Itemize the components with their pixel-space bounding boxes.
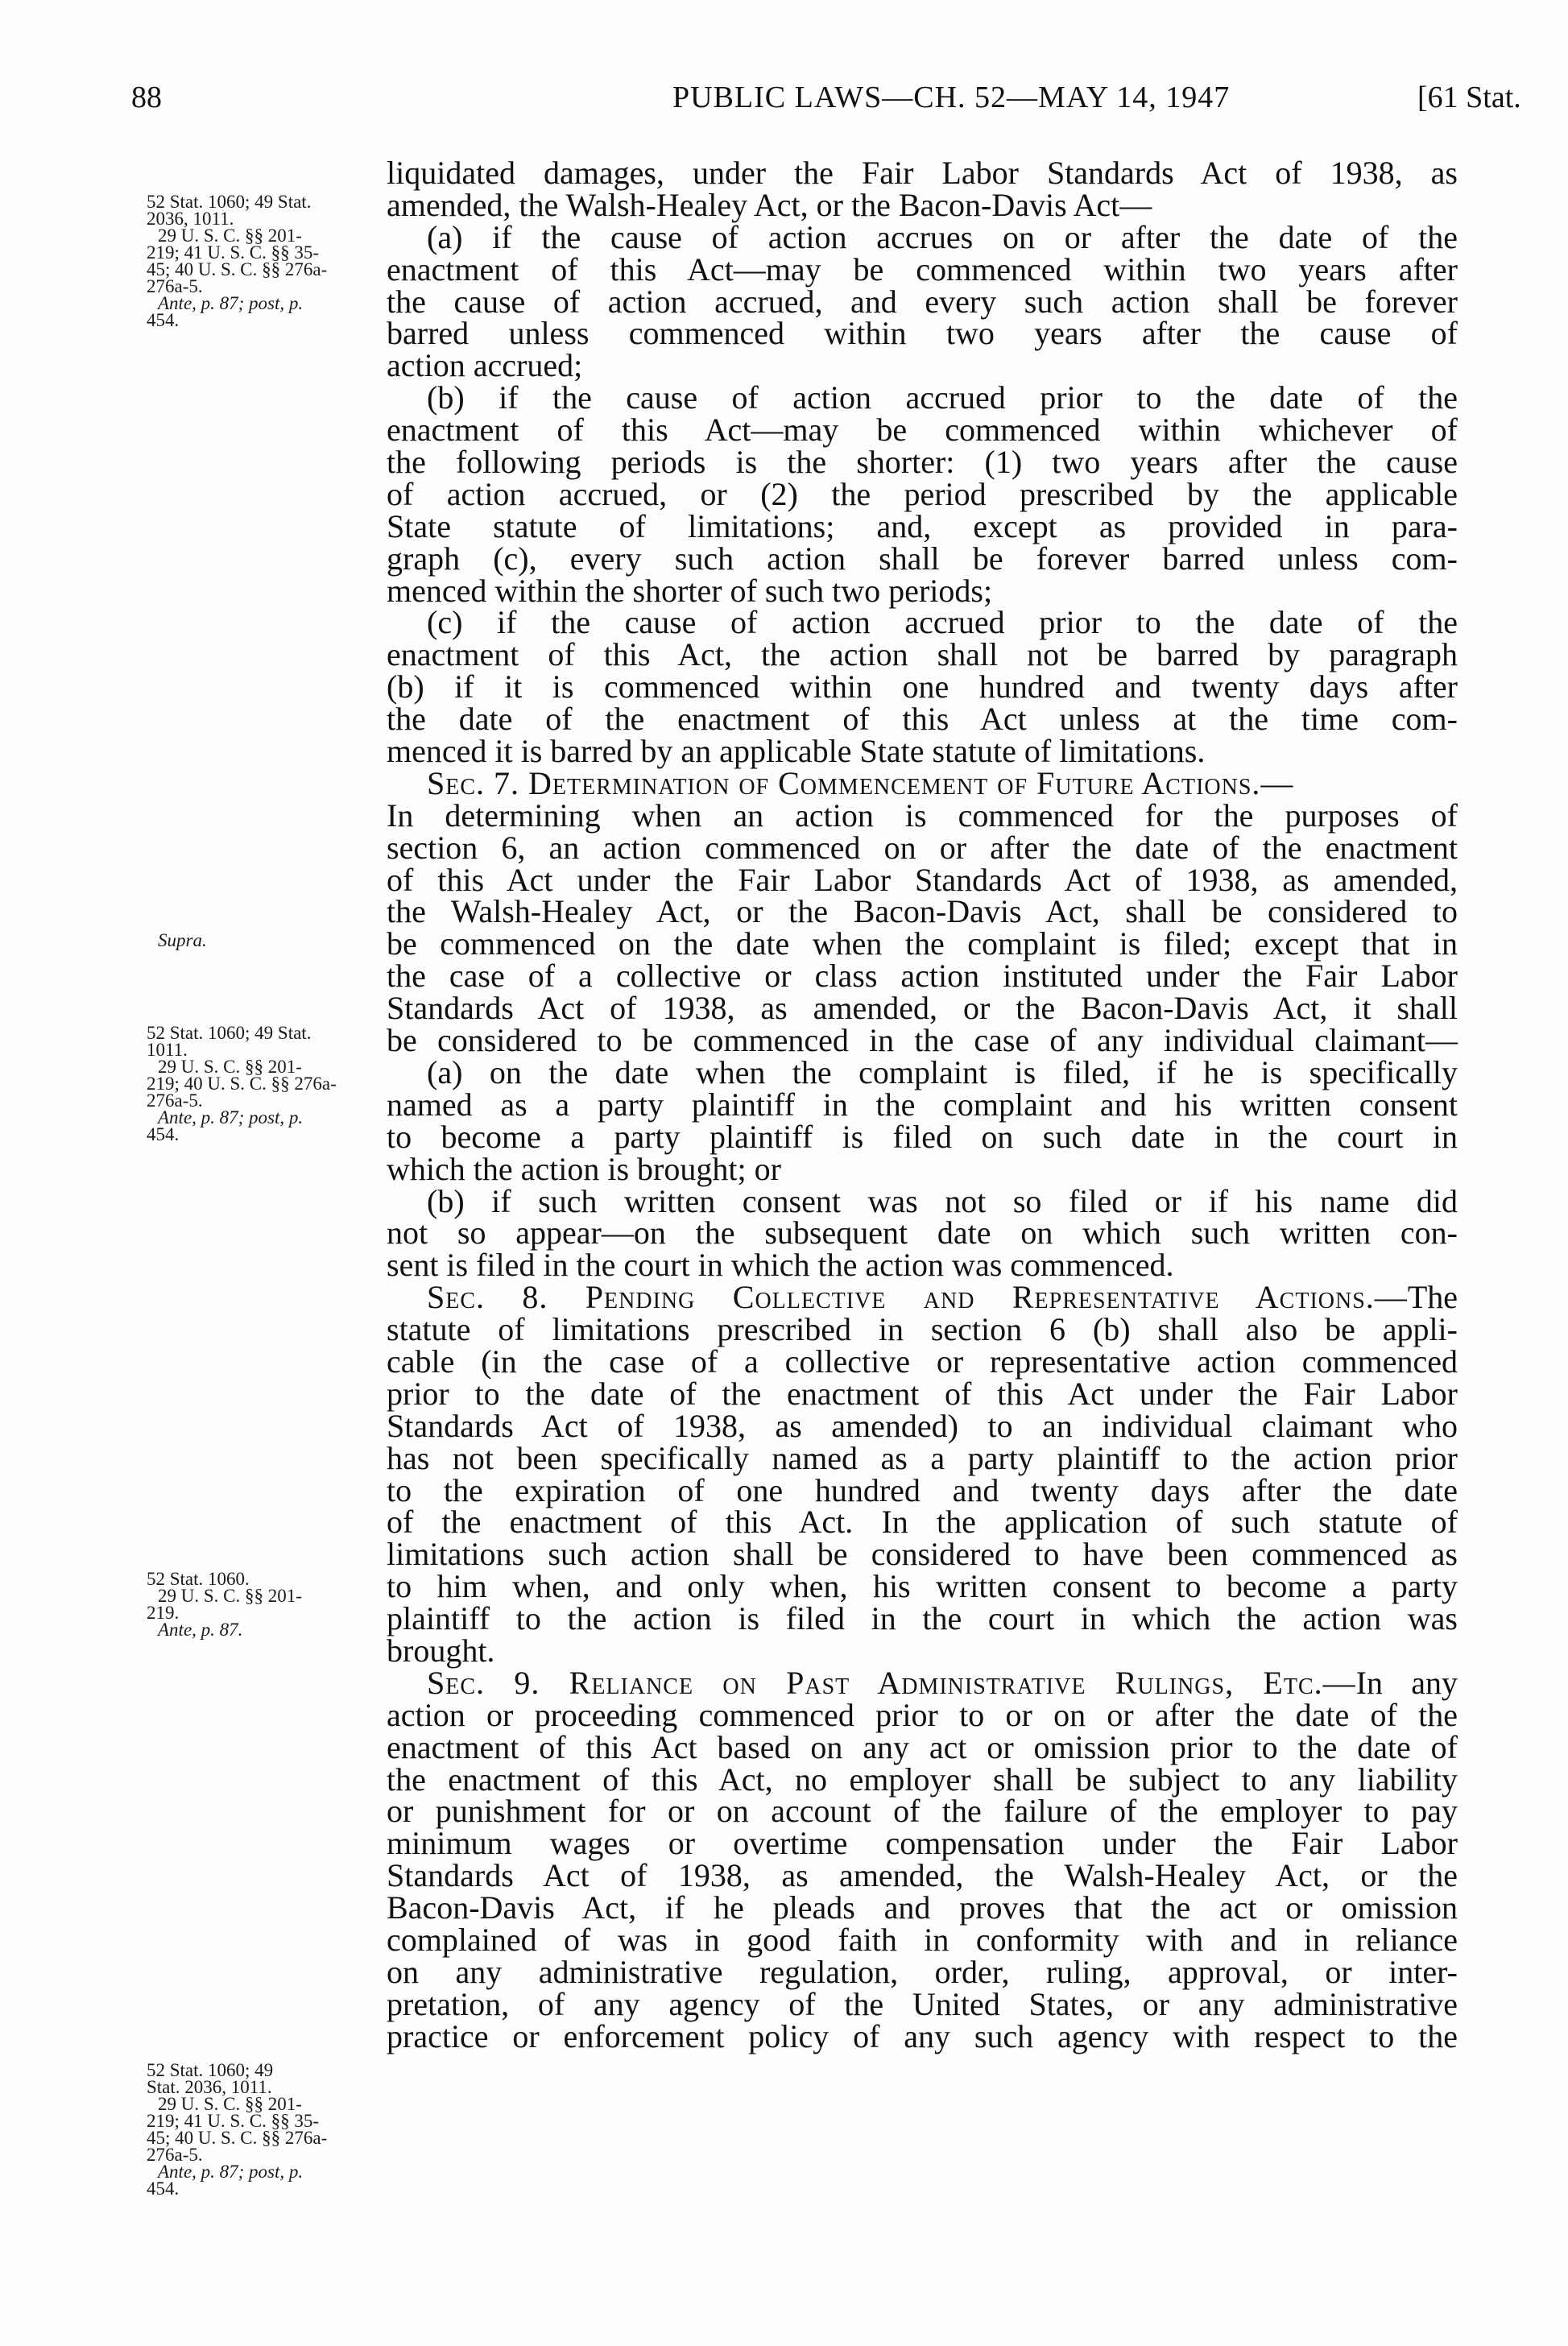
volume-reference: [61 Stat.	[1417, 81, 1521, 114]
body-line: on any administrative regulation, order, ruling, approval, or inter-	[387, 1953, 1458, 1990]
body-line: action or proceeding commenced prior to or on or after the date of the	[387, 1696, 1458, 1733]
body-line: (b) if such written consent was not so filed or if his name did	[427, 1182, 1458, 1219]
body-line: prior to the date of the enactment of this Act under the Fair Labor	[387, 1375, 1458, 1412]
body-line: the Walsh-Healey Act, or the Bacon-Davis Act, shall be considered to	[387, 893, 1458, 930]
margin-note-line: 29 U. S. C. §§ 201-	[158, 225, 302, 246]
page-number: 88	[131, 81, 162, 114]
margin-note-line: 219; 40 U. S. C. §§ 276a-	[147, 1074, 337, 1094]
body-line: brought.	[387, 1632, 495, 1669]
section-8-label: Sec. 8. Pending Collective and Representative Actions.—	[427, 1279, 1408, 1316]
margin-note-line: 276a-5.	[147, 1090, 203, 1111]
body-line: enactment of this Act based on any act or omission prior to the date of	[387, 1728, 1458, 1765]
margin-note-line: 2036, 1011.	[147, 209, 234, 229]
body-line: (a) if the cause of action accrues on or after the date of the	[427, 218, 1458, 255]
section-9-label: Sec. 9. Reliance on Past Administrative Rulings, Etc.—	[427, 1664, 1356, 1701]
body-line: amended, the Walsh-Healey Act, or the Bacon-Davis Act—	[387, 186, 1152, 223]
body-line: the enactment of this Act, no employer shall be subject to any liability	[387, 1761, 1458, 1798]
body-line: barred unless commenced within two years after the cause of	[387, 315, 1458, 352]
body-line: complained of was in good faith in conformity with and in reliance	[387, 1921, 1458, 1958]
body-line: named as a party plaintiff in the complaint and his written consent	[387, 1086, 1458, 1123]
margin-note-line: 52 Stat. 1060; 49 Stat.	[147, 192, 312, 212]
margin-note-4	[147, 1570, 408, 1638]
body-line: minimum wages or overtime compensation under the Fair Labor	[387, 1825, 1458, 1862]
margin-note-line: 454.	[147, 2178, 180, 2199]
margin-note-line: Ante, p. 87.	[158, 1620, 243, 1640]
margin-note-line: 52 Stat. 1060.	[147, 1569, 250, 1589]
body-line: limitations such action shall be considered to have been commenced as	[387, 1536, 1458, 1573]
margin-note-line: 52 Stat. 1060; 49 Stat.	[147, 1023, 312, 1043]
body-line: or punishment for or on account of the failure of the employer to pay	[387, 1793, 1458, 1830]
body-line: sent is filed in the court in which the action was commenced.	[387, 1247, 1174, 1284]
margin-note-line: 219; 41 U. S. C. §§ 35-	[147, 242, 320, 263]
body-line: enactment of this Act—may be commenced within two years after	[387, 250, 1458, 288]
body-line: In determining when an action is commenced for the purposes of	[387, 796, 1458, 834]
section-9-heading	[387, 1664, 1458, 1701]
margin-note-line: 45; 40 U. S. C. §§ 276a-	[147, 2128, 328, 2148]
body-line: (c) if the cause of action accrued prior to the date of the	[427, 604, 1458, 641]
body-line: Standards Act of 1938, as amended, or the Bacon-Davis Act, it shall	[387, 990, 1458, 1027]
body-line: of this Act under the Fair Labor Standards Act of 1938, as amended,	[387, 861, 1458, 898]
body-line: practice or enforcement policy of any such agency with respect to the	[387, 2017, 1458, 2054]
margin-note-2	[147, 932, 408, 949]
margin-note-line: Supra.	[158, 930, 207, 950]
margin-note-line: 454.	[147, 310, 180, 330]
section-8-heading	[387, 1281, 1458, 1314]
body-line: which the action is brought; or	[387, 1150, 781, 1187]
body-line: the following periods is the shorter: (1) two years after the cause	[387, 444, 1458, 481]
body-line: menced it is barred by an applicable State statute of limitations.	[387, 733, 1206, 770]
margin-note-line: Stat. 2036, 1011.	[147, 2077, 272, 2097]
margin-note-5	[147, 2062, 408, 2197]
statute-body	[387, 157, 1458, 2053]
section-8-tail: The	[1407, 1279, 1458, 1316]
body-line: section 6, an action commenced on or after the date of the enactment	[387, 829, 1458, 866]
body-line: the case of a collective or class action instituted under the Fair Labor	[387, 958, 1458, 995]
margin-note-line: 219; 41 U. S. C. §§ 35-	[147, 2111, 320, 2131]
margin-note-3	[147, 1024, 408, 1143]
body-line: graph (c), every such action shall be forever barred unless com-	[387, 540, 1458, 577]
margin-note-line: Ante, p. 87; post, p.	[158, 1107, 304, 1127]
body-line: be commenced on the date when the complaint is filed; except that in	[387, 925, 1458, 962]
body-line: statute of limitations prescribed in section 6 (b) shall also be appli-	[387, 1311, 1458, 1348]
body-line: the date of the enactment of this Act unless at the time com-	[387, 701, 1458, 738]
margin-note-line: 29 U. S. C. §§ 201-	[158, 1057, 302, 1077]
body-line: liquidated damages, under the Fair Labor Standards Act of 1938, as	[387, 155, 1458, 191]
margin-note-line: 219.	[147, 1603, 180, 1623]
body-line: has not been specifically named as a party plaintiff to the action prior	[387, 1439, 1458, 1476]
body-line: action accrued;	[387, 347, 583, 384]
margin-note-line: Ante, p. 87; post, p.	[158, 2162, 304, 2182]
body-line: pretation, of any agency of the United States, or any administrative	[387, 1985, 1458, 2022]
body-line: State statute of limitations; and, except as provided in para-	[387, 507, 1458, 544]
body-line: be considered to be commenced in the case of any individual claimant—	[387, 1022, 1458, 1059]
body-line: enactment of this Act—may be commenced within whichever of	[387, 412, 1458, 449]
body-line: of the enactment of this Act. In the application of such statute of	[387, 1504, 1458, 1541]
body-line: not so appear—on the subsequent date on which such written con-	[387, 1214, 1458, 1252]
margin-note-line: 52 Stat. 1060; 49	[147, 2060, 274, 2080]
body-line: enactment of this Act, the action shall not be barred by paragraph	[387, 636, 1458, 673]
body-line: of action accrued, or (2) the period prescribed by the applicable	[387, 475, 1458, 512]
body-line: to become a party plaintiff is filed on such date in the court in	[387, 1118, 1458, 1155]
margin-note-line: 276a-5.	[147, 2145, 203, 2165]
section-7-heading	[387, 764, 1458, 801]
margin-note-line: Ante, p. 87; post, p.	[158, 293, 304, 313]
margin-note-line: 1011.	[147, 1040, 188, 1060]
body-line: (b) if it is commenced within one hundred and twenty days after	[387, 668, 1458, 705]
body-line: (b) if the cause of action accrued prior to the date of the	[427, 379, 1458, 416]
margin-note-line: 29 U. S. C. §§ 201-	[158, 1586, 302, 1606]
margin-note-line: 276a-5.	[147, 276, 203, 296]
body-line: to him when, and only when, his written consent to become a party	[387, 1568, 1458, 1605]
body-line: menced within the shorter of such two periods;	[387, 572, 993, 609]
margin-note-line: 454.	[147, 1124, 180, 1144]
body-line: the cause of action accrued, and every such action shall be forever	[387, 283, 1458, 320]
body-line: plaintiff to the action is filed in the court in which the action was	[387, 1600, 1458, 1637]
margin-note-line: 45; 40 U. S. C. §§ 276a-	[147, 259, 328, 279]
body-line: Standards Act of 1938, as amended) to an individual claimant who	[387, 1407, 1458, 1444]
margin-note-1	[147, 193, 408, 329]
body-line: cable (in the case of a collective or representative action commenced	[387, 1343, 1458, 1380]
margin-note-line: 29 U. S. C. §§ 201-	[158, 2094, 302, 2114]
section-7-label: Sec. 7. Determination of Commencement of Future Actions.—	[427, 764, 1294, 801]
running-title: PUBLIC LAWS—CH. 52—MAY 14, 1947	[672, 81, 1231, 114]
body-line: Bacon-Davis Act, if he pleads and proves that the act or omission	[387, 1889, 1458, 1926]
body-line: (a) on the date when the complaint is filed, if he is specifically	[427, 1053, 1458, 1090]
body-line: Standards Act of 1938, as amended, the Walsh-Healey Act, or the	[387, 1857, 1458, 1894]
section-9-tail: In any	[1355, 1664, 1458, 1701]
body-line: to the expiration of one hundred and twenty days after the date	[387, 1471, 1458, 1508]
